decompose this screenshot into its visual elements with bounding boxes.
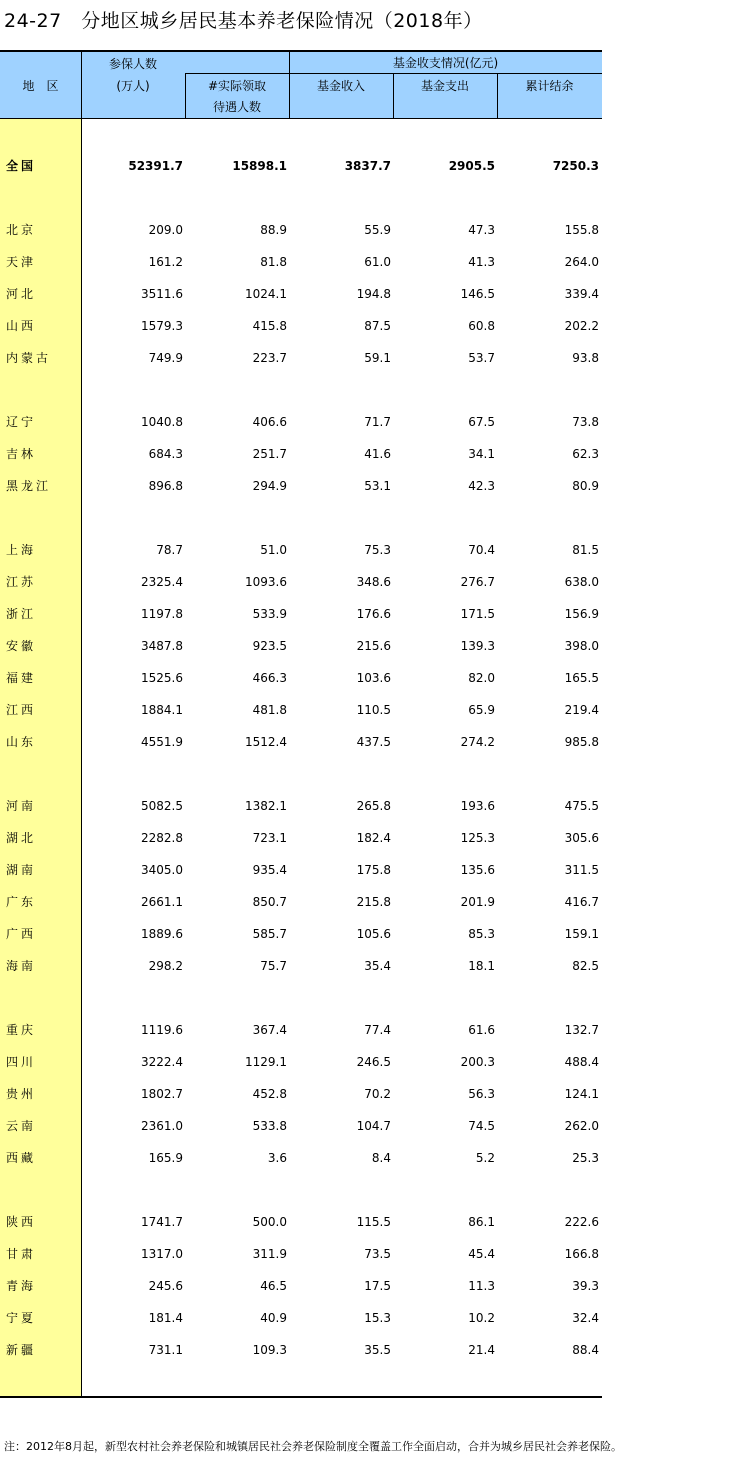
cell-balance: 81.5	[572, 543, 599, 557]
cell-expense: 135.6	[460, 863, 495, 877]
cell-receiving: 223.7	[252, 351, 287, 365]
cell-balance: 132.7	[564, 1023, 599, 1037]
cell-insured: 3222.4	[141, 1055, 183, 1069]
cell-expense: 193.6	[460, 799, 495, 813]
cell-insured: 1802.7	[141, 1087, 183, 1101]
table-row	[0, 346, 602, 370]
region-name: 云南	[6, 1119, 37, 1133]
cell-receiving: 81.8	[260, 255, 287, 269]
cell-receiving: 466.3	[252, 671, 287, 685]
cell-income: 215.6	[356, 639, 391, 653]
cell-receiving: 15898.1	[232, 159, 287, 173]
cell-expense: 21.4	[468, 1343, 495, 1357]
cell-income: 265.8	[356, 799, 391, 813]
region-name: 江苏	[6, 575, 37, 589]
page-title: 24-27 分地区城乡居民基本养老保险情况（2018年）	[4, 10, 483, 32]
region-name: 河北	[6, 287, 37, 301]
cell-income: 104.7	[356, 1119, 391, 1133]
cell-expense: 139.3	[460, 639, 495, 653]
cell-receiving: 40.9	[260, 1311, 287, 1325]
table-row	[0, 218, 602, 242]
table-row	[0, 890, 602, 914]
cell-balance: 7250.3	[552, 159, 599, 173]
cell-insured: 1317.0	[141, 1247, 183, 1261]
region-name: 天津	[6, 255, 37, 269]
cell-receiving: 1024.1	[245, 287, 287, 301]
cell-income: 55.9	[364, 223, 391, 237]
cell-receiving: 367.4	[252, 1023, 287, 1037]
cell-expense: 200.3	[460, 1055, 495, 1069]
cell-balance: 305.6	[564, 831, 599, 845]
table-row	[0, 538, 602, 562]
cell-balance: 219.4	[564, 703, 599, 717]
region-name: 西藏	[6, 1151, 37, 1165]
table-row	[0, 954, 602, 978]
cell-insured: 684.3	[148, 447, 183, 461]
cell-income: 103.6	[356, 671, 391, 685]
cell-receiving: 923.5	[252, 639, 287, 653]
cell-expense: 41.3	[468, 255, 495, 269]
cell-insured: 298.2	[148, 959, 183, 973]
cell-expense: 34.1	[468, 447, 495, 461]
table-row	[0, 250, 602, 274]
cell-balance: 62.3	[572, 447, 599, 461]
header-insured-line2: (万人)	[116, 79, 150, 93]
cell-income: 17.5	[364, 1279, 391, 1293]
table-row	[0, 1242, 602, 1266]
table-row	[0, 442, 602, 466]
region-name: 福建	[6, 671, 37, 685]
cell-expense: 53.7	[468, 351, 495, 365]
cell-receiving: 935.4	[252, 863, 287, 877]
table-bottom-rule	[0, 1396, 602, 1398]
cell-expense: 82.0	[468, 671, 495, 685]
cell-income: 15.3	[364, 1311, 391, 1325]
cell-income: 175.8	[356, 863, 391, 877]
cell-expense: 5.2	[475, 1151, 495, 1165]
cell-income: 176.6	[356, 607, 391, 621]
cell-expense: 201.9	[460, 895, 495, 909]
header-region: 地 区	[22, 79, 59, 93]
header-fund-expense: 基金支出	[420, 79, 469, 93]
cell-balance: 124.1	[564, 1087, 599, 1101]
cell-income: 115.5	[356, 1215, 391, 1229]
cell-expense: 61.6	[468, 1023, 495, 1037]
cell-balance: 985.8	[564, 735, 599, 749]
cell-insured: 209.0	[148, 223, 183, 237]
header-fund-group: 基金收支情况(亿元)	[392, 56, 499, 70]
cell-balance: 222.6	[564, 1215, 599, 1229]
cell-receiving: 1093.6	[245, 575, 287, 589]
cell-expense: 70.4	[468, 543, 495, 557]
region-name: 甘肃	[6, 1247, 37, 1261]
pension-table	[0, 50, 602, 1398]
footnote: 注：2012年8月起，新型农村社会养老保险和城镇居民社会养老保险制度全覆盖工作全面启动，合并为城乡居民社会养老保险。	[4, 1440, 622, 1453]
cell-balance: 262.0	[564, 1119, 599, 1133]
cell-balance: 264.0	[564, 255, 599, 269]
cell-expense: 86.1	[468, 1215, 495, 1229]
header-receiving-line1: #实际领取	[207, 79, 267, 93]
table-row	[0, 410, 602, 434]
table-row	[0, 1050, 602, 1074]
region-name: 湖南	[6, 863, 37, 877]
cell-income: 73.5	[364, 1247, 391, 1261]
cell-receiving: 533.8	[252, 1119, 287, 1133]
cell-income: 8.4	[371, 1151, 391, 1165]
cell-expense: 85.3	[468, 927, 495, 941]
cell-income: 182.4	[356, 831, 391, 845]
cell-income: 70.2	[364, 1087, 391, 1101]
table-top-rule	[0, 50, 602, 52]
cell-expense: 56.3	[468, 1087, 495, 1101]
cell-insured: 3487.8	[141, 639, 183, 653]
cell-income: 105.6	[356, 927, 391, 941]
cell-insured: 1040.8	[141, 415, 183, 429]
cell-receiving: 481.8	[252, 703, 287, 717]
region-name: 陕西	[6, 1215, 37, 1229]
cell-expense: 2905.5	[448, 159, 495, 173]
cell-expense: 274.2	[460, 735, 495, 749]
cell-balance: 398.0	[564, 639, 599, 653]
region-name: 山东	[6, 735, 37, 749]
cell-expense: 74.5	[468, 1119, 495, 1133]
cell-balance: 25.3	[572, 1151, 599, 1165]
cell-income: 71.7	[364, 415, 391, 429]
cell-receiving: 88.9	[260, 223, 287, 237]
region-name: 广东	[6, 895, 37, 909]
cell-balance: 165.5	[564, 671, 599, 685]
cell-income: 35.4	[364, 959, 391, 973]
cell-insured: 161.2	[148, 255, 183, 269]
region-name: 上海	[6, 543, 37, 557]
cell-receiving: 850.7	[252, 895, 287, 909]
cell-expense: 171.5	[460, 607, 495, 621]
region-name: 宁夏	[6, 1311, 37, 1325]
cell-balance: 93.8	[572, 351, 599, 365]
table-row	[0, 922, 602, 946]
region-name: 湖北	[6, 831, 37, 845]
table-row	[0, 698, 602, 722]
region-name: 河南	[6, 799, 37, 813]
table-row	[0, 1274, 602, 1298]
cell-expense: 47.3	[468, 223, 495, 237]
cell-insured: 1889.6	[141, 927, 183, 941]
cell-balance: 202.2	[564, 319, 599, 333]
table-row	[0, 1338, 602, 1362]
cell-balance: 156.9	[564, 607, 599, 621]
cell-insured: 3405.0	[141, 863, 183, 877]
cell-balance: 311.5	[564, 863, 599, 877]
cell-insured: 1884.1	[141, 703, 183, 717]
cell-income: 348.6	[356, 575, 391, 589]
cell-balance: 339.4	[564, 287, 599, 301]
cell-balance: 159.1	[564, 927, 599, 941]
table-row	[0, 858, 602, 882]
cell-balance: 73.8	[572, 415, 599, 429]
cell-receiving: 585.7	[252, 927, 287, 941]
cell-income: 41.6	[364, 447, 391, 461]
cell-balance: 39.3	[572, 1279, 599, 1293]
table-row	[0, 570, 602, 594]
table-row	[0, 282, 602, 306]
cell-insured: 181.4	[148, 1311, 183, 1325]
region-name: 安徽	[6, 639, 37, 653]
cell-insured: 2661.1	[141, 895, 183, 909]
header-bottom-rule	[0, 118, 602, 119]
header-insured-line1: 参保人数	[108, 57, 157, 71]
table-row	[0, 314, 602, 338]
cell-balance: 638.0	[564, 575, 599, 589]
region-name: 北京	[6, 223, 37, 237]
cell-income: 437.5	[356, 735, 391, 749]
table-row	[0, 826, 602, 850]
cell-insured: 1119.6	[141, 1023, 183, 1037]
cell-receiving: 51.0	[260, 543, 287, 557]
table-row	[0, 730, 602, 754]
cell-expense: 11.3	[468, 1279, 495, 1293]
cell-expense: 18.1	[468, 959, 495, 973]
table-row	[0, 1146, 602, 1170]
cell-receiving: 109.3	[252, 1343, 287, 1357]
cell-balance: 416.7	[564, 895, 599, 909]
cell-insured: 1741.7	[141, 1215, 183, 1229]
cell-expense: 65.9	[468, 703, 495, 717]
cell-income: 3837.7	[344, 159, 391, 173]
cell-income: 110.5	[356, 703, 391, 717]
cell-expense: 45.4	[468, 1247, 495, 1261]
cell-insured: 3511.6	[141, 287, 183, 301]
cell-insured: 52391.7	[128, 159, 183, 173]
cell-insured: 165.9	[148, 1151, 183, 1165]
cell-expense: 146.5	[460, 287, 495, 301]
cell-receiving: 723.1	[252, 831, 287, 845]
region-name: 新疆	[6, 1343, 37, 1357]
cell-receiving: 1382.1	[245, 799, 287, 813]
cell-balance: 80.9	[572, 479, 599, 493]
region-name: 海南	[6, 959, 37, 973]
cell-income: 61.0	[364, 255, 391, 269]
region-name: 辽宁	[6, 415, 37, 429]
cell-insured: 1525.6	[141, 671, 183, 685]
cell-expense: 276.7	[460, 575, 495, 589]
header-fund-balance: 累计结余	[525, 79, 574, 93]
table-row	[0, 1210, 602, 1234]
cell-expense: 67.5	[468, 415, 495, 429]
cell-insured: 4551.9	[141, 735, 183, 749]
table-row	[0, 474, 602, 498]
header-fund-income: 基金收入	[316, 79, 365, 93]
cell-insured: 2325.4	[141, 575, 183, 589]
table-row	[0, 794, 602, 818]
cell-receiving: 1512.4	[245, 735, 287, 749]
cell-receiving: 1129.1	[245, 1055, 287, 1069]
table-row	[0, 1306, 602, 1330]
cell-insured: 749.9	[148, 351, 183, 365]
cell-expense: 125.3	[460, 831, 495, 845]
table-row	[0, 1018, 602, 1042]
cell-income: 77.4	[364, 1023, 391, 1037]
cell-receiving: 3.6	[267, 1151, 287, 1165]
cell-receiving: 500.0	[252, 1215, 287, 1229]
cell-insured: 2282.8	[141, 831, 183, 845]
region-name: 广西	[6, 927, 37, 941]
header-receiving-line2: 待遇人数	[212, 100, 261, 114]
cell-receiving: 251.7	[252, 447, 287, 461]
cell-receiving: 452.8	[252, 1087, 287, 1101]
region-name: 浙江	[6, 607, 37, 621]
region-column-background	[0, 119, 81, 1396]
region-name: 山西	[6, 319, 37, 333]
cell-income: 35.5	[364, 1343, 391, 1357]
cell-expense: 10.2	[468, 1311, 495, 1325]
cell-insured: 78.7	[156, 543, 183, 557]
region-name: 江西	[6, 703, 37, 717]
region-name: 内蒙古	[6, 351, 52, 365]
region-name: 贵州	[6, 1087, 37, 1101]
table-row	[0, 1082, 602, 1106]
region-name: 吉林	[6, 447, 37, 461]
cell-expense: 60.8	[468, 319, 495, 333]
region-name: 四川	[6, 1055, 37, 1069]
cell-balance: 166.8	[564, 1247, 599, 1261]
cell-receiving: 46.5	[260, 1279, 287, 1293]
cell-income: 246.5	[356, 1055, 391, 1069]
cell-insured: 1197.8	[141, 607, 183, 621]
cell-balance: 88.4	[572, 1343, 599, 1357]
cell-receiving: 294.9	[252, 479, 287, 493]
cell-income: 87.5	[364, 319, 391, 333]
cell-income: 75.3	[364, 543, 391, 557]
cell-income: 53.1	[364, 479, 391, 493]
cell-balance: 475.5	[564, 799, 599, 813]
cell-insured: 5082.5	[141, 799, 183, 813]
region-name: 黑龙江	[6, 479, 52, 493]
cell-receiving: 311.9	[252, 1247, 287, 1261]
table-row	[0, 154, 602, 178]
cell-receiving: 406.6	[252, 415, 287, 429]
cell-income: 59.1	[364, 351, 391, 365]
cell-income: 215.8	[356, 895, 391, 909]
cell-receiving: 75.7	[260, 959, 287, 973]
cell-receiving: 533.9	[252, 607, 287, 621]
table-row	[0, 1114, 602, 1138]
table-row	[0, 602, 602, 626]
cell-balance: 82.5	[572, 959, 599, 973]
region-name: 全国	[6, 159, 37, 173]
cell-expense: 42.3	[468, 479, 495, 493]
table-row	[0, 634, 602, 658]
cell-insured: 245.6	[148, 1279, 183, 1293]
cell-insured: 896.8	[148, 479, 183, 493]
cell-insured: 2361.0	[141, 1119, 183, 1133]
region-name: 青海	[6, 1279, 37, 1293]
cell-balance: 488.4	[564, 1055, 599, 1069]
table-row	[0, 666, 602, 690]
cell-insured: 1579.3	[141, 319, 183, 333]
header-divider	[289, 73, 602, 74]
region-name: 重庆	[6, 1023, 37, 1037]
cell-income: 194.8	[356, 287, 391, 301]
cell-receiving: 415.8	[252, 319, 287, 333]
cell-insured: 731.1	[148, 1343, 183, 1357]
header-divider	[185, 73, 289, 74]
cell-balance: 32.4	[572, 1311, 599, 1325]
cell-balance: 155.8	[564, 223, 599, 237]
